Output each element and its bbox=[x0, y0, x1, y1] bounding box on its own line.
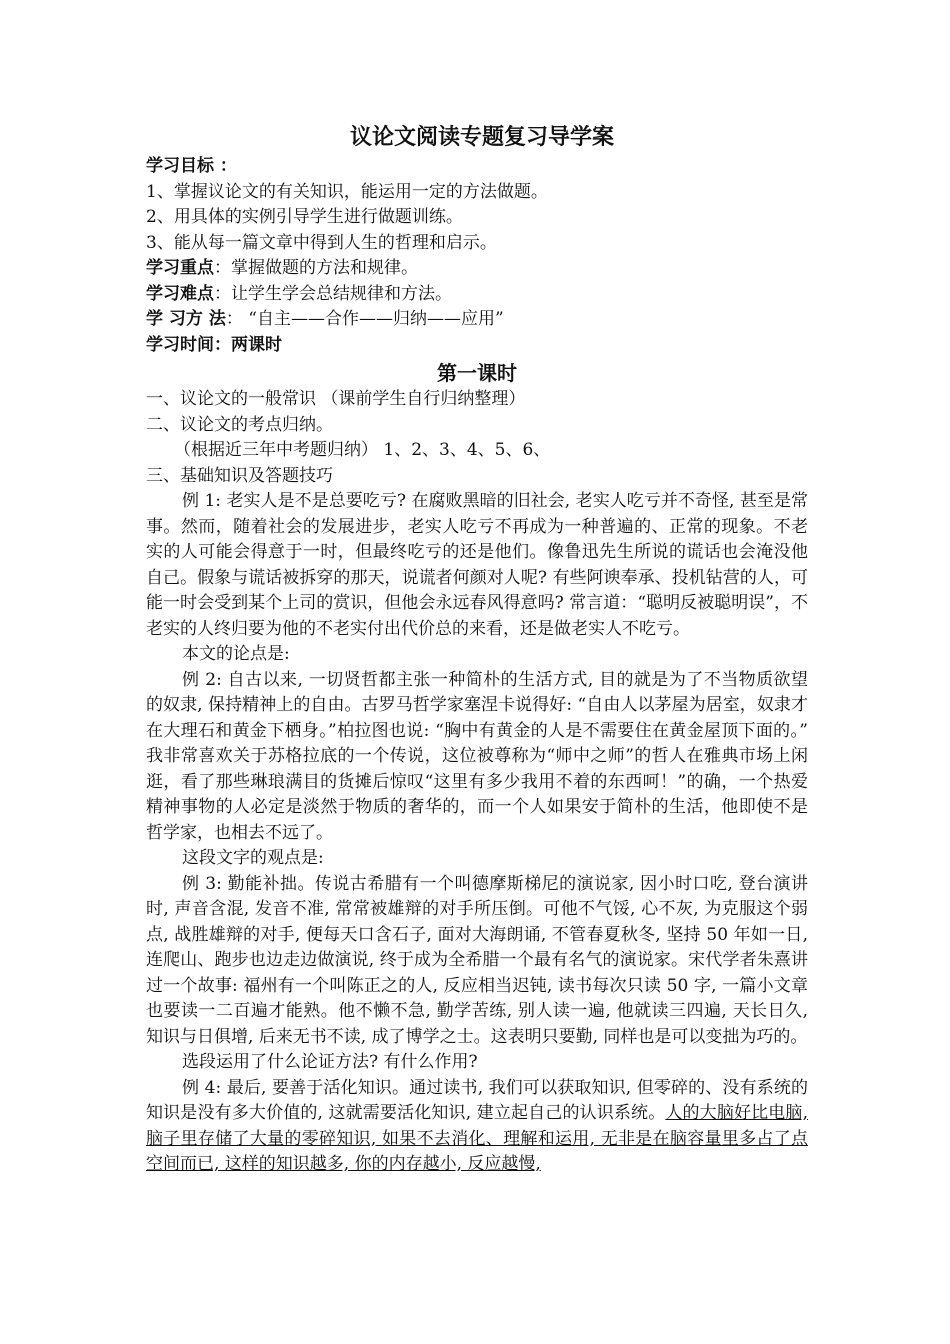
page-title: 议论文阅读专题复习导学案 bbox=[349, 124, 614, 150]
difficulty-text: ：让学生学会总结规律和方法。 bbox=[214, 283, 452, 304]
objective-item: 1、掌握议论文的有关知识，能运用一定的方法做题。 bbox=[146, 181, 548, 202]
question-1: 本文的论点是: bbox=[182, 644, 290, 664]
example-4-text: 例 4: 最后, 要善于活化知识。通过读书, 我们可以获取知识, 但零碎的、没有系统的知识是没有多大价值的, 这就需要活化知识, 建立起自己的认识系统。 bbox=[146, 1077, 808, 1123]
example-1-paragraph: 例 1: 老实人是不是总要吃亏? 在腐败黑暗的旧社会, 老实人吃亏并不奇怪, 甚至是常事。然而，随着社会的发展进步，老实人吃亏不再成为一种普遍的、正常的现象。不老实的人可能会得意于一时，但最终吃亏的还是他们。像鲁迅先生所说的谎话也会淹没他自己。假象与谎话被拆穿的那天，说谎者何颜对人呢? 有些阿谀奉承、投机钻营的人，可能一时会受到某个上司的赏识，但他会永远春风得意吗? 常言道：“聪明反被聪明误”，不老实的人终归要为他的不老实付出代价总的来看，还是做老实人不吃亏。 bbox=[146, 491, 808, 639]
lesson-title: 第一课时 bbox=[437, 361, 517, 385]
section-heading-1: 一、议论文的一般常识 （课前学生自行归纳整理） bbox=[146, 389, 526, 409]
time-row bbox=[146, 333, 808, 359]
example-4-paragraph bbox=[146, 1076, 808, 1178]
method-label: 学 习方 法 bbox=[146, 309, 226, 329]
question-2: 这段文字的观点是: bbox=[182, 848, 324, 868]
section-heading-3: 三、基础知识及答题技巧 bbox=[146, 465, 333, 486]
key-point-label: 学习重点 bbox=[146, 258, 214, 278]
key-point-row bbox=[146, 256, 808, 282]
time-text: ：两课时 bbox=[214, 334, 282, 355]
time-label: 学习时间 bbox=[146, 334, 214, 355]
key-point-text: ：掌握做题的方法和规律。 bbox=[214, 258, 418, 278]
example-2-paragraph: 例 2: 自古以来, 一切贤哲都主张一种简朴的生活方式, 目的就是为了不当物质欲望的奴隶, 保持精神上的自由。古罗马哲学家塞涅卡说得好: “自由人以茅屋为居室，奴隶才在大理石和黄金下栖身。”柏拉图也说: “胸中有黄金的人是不需要住在黄金屋顶下面的。” 我非常喜欢关于苏格拉底的一个传说，这位被尊称为“师中之师”的哲人在雅典市场上闲逛，看了那些琳琅满目的货摊后惊叹“这里有多少我用不着的东西呵！”的确，一个热爱精神事物的人必定是淡然于物质的奢华的，而一个人如果安于简朴的生活，他即使不是哲学家，也相去不远了。 bbox=[146, 669, 808, 843]
difficulty-row bbox=[146, 282, 808, 308]
document-page bbox=[146, 122, 808, 1178]
example-4-underlined-text: 人的大脑好比电脑, 脑子里存储了大量的零碎知识, 如果不去消化、理解和运用, 无非是在脑容量里多占了点空间而已, 这样的知识越多, 你的内存越小, 反应越慢, bbox=[146, 1103, 808, 1174]
method-row bbox=[146, 307, 808, 333]
method-text: ： “自主——合作——归纳——应用” bbox=[225, 309, 504, 329]
example-3-paragraph: 例 3: 勤能补拙。传说古希腊有一个叫德摩斯梯尼的演说家, 因小时口吃, 登台演讲时, 声音含混, 发音不准, 常常被雄辩的对手所压倒。可他不气馁, 心不灰, 为克服这个弱点, 战胜雄辩的对手, 便每天口含石子, 面对大海朗诵, 不管春夏秋冬, 坚持 50 年如一日, 连爬山、跑步也边走边做演说, 终于成为全希腊一个最有名气的演说家。宋代学者朱熹讲过一个故事: 福州有一个叫陈正之的人, 反应相当迟钝, 读书每次只读 50 字, 一篇小文章也要读一二百遍才能熟。他不懒不急, 勤学苦练, 别人读一遍, 他就读三四遍, 天长日久, 知识与日俱增, 后来无书不读, 成了博学之士。这表明只要勤, 同样也是可以变拙为巧的。 bbox=[146, 873, 808, 1047]
objective-item: 3、能从每一篇文章中得到人生的哲理和启示。 bbox=[146, 232, 497, 253]
section-heading-2: 二、议论文的考点归纳。 bbox=[146, 414, 333, 435]
section-2-note: （根据近三年中考题归纳） 1、2、3、4、5、6、 bbox=[174, 440, 551, 460]
question-3: 选段运用了什么论证方法? 有什么作用? bbox=[182, 1052, 478, 1072]
objective-item: 2、用具体的实例引导学生进行做题训练。 bbox=[146, 207, 463, 227]
difficulty-label: 学习难点 bbox=[146, 283, 214, 304]
objectives-label: 学习目标 ： bbox=[146, 156, 237, 176]
